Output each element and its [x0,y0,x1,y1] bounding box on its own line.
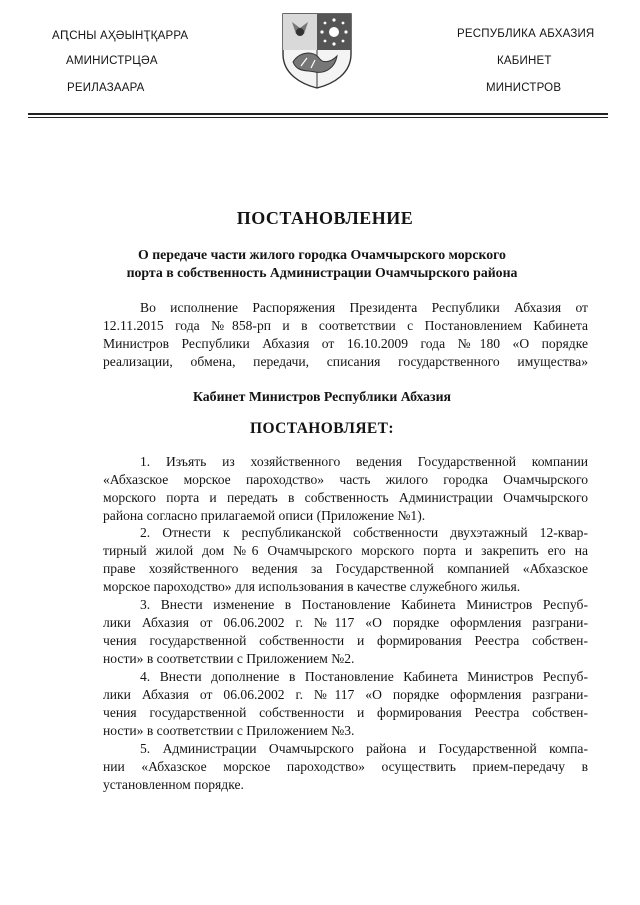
resolves-heading: ПОСТАНОВЛЯЕТ: [250,420,394,437]
document-type-title: ПОСТАНОВЛЕНИЕ [236,208,414,228]
item-line: ности» в соответствии с Приложением №2. [103,650,355,666]
resolution-item-5 [103,740,588,794]
coat-of-arms-emblem [279,10,355,90]
preamble-line: Министров Республики Абхазия от 16.10.2009 года №180 «О порядке [103,335,588,351]
preamble-line: реализации, обмена, передачи, списания государственного имущества» [103,353,588,369]
resolution-item-3 [103,596,588,668]
item-line: 1. Изъять из хозяйственного ведения Государственной компании [140,454,588,469]
item-line: «Абхазское морское пароходство» часть жилого городка Очамчырского [103,471,588,487]
header-right-line-2: КАБИНЕТ [497,55,552,67]
item-line: праве хозяйственного ведения за Государственной компанией «Абхазское [103,560,588,576]
item-line: лики Абхазия от 06.06.2002 г. №117 «О порядке оформления разграни- [103,686,588,702]
item-line: морского порта и передать в собственность Администрации Очамчырского [103,489,588,505]
resolution-item-1 [103,453,588,525]
issuing-authority: Кабинет Министров Республики Абхазия [192,389,452,404]
header-left-line-3: РЕИЛАЗААРА [67,82,145,94]
item-line: лики Абхазия от 06.06.2002 г. №117 «О порядке оформления разграни- [103,614,588,630]
resolution-item-4 [103,668,588,740]
item-line: морское пароходство» для использования в качестве служебного жилья. [103,578,521,594]
document-subject [0,246,640,282]
item-line: района согласно прилагаемой описи (Приложение №1). [103,507,426,523]
header-left-line-2: АМИНИСТРЦӘА [66,55,158,67]
item-line: ности» в соответствии с Приложением №3. [103,722,355,738]
item-line: 4. Внести дополнение в Постановление Кабинета Министров Респуб- [140,669,588,684]
item-line: тирный жилой дом №6 Очамчырского морского порта и закрепить его на [103,542,588,558]
resolution-item-2 [103,524,588,596]
item-line: 2. Отнести к республиканской собственности двухэтажный 12-квар- [140,525,588,540]
item-line: 5. Администрации Очамчырского района и Государственной компа- [140,741,588,756]
item-line: установленном порядке. [103,776,244,792]
header-rule-top [28,113,608,115]
preamble-line: Во исполнение Распоряжения Президента Республики Абхазия от [140,300,588,315]
header-right-line-1: РЕСПУБЛИКА АБХАЗИЯ [457,28,595,40]
subject-line: порта в собственность Администрации Очамчырского района [126,265,518,280]
item-line: нии «Абхазское морское пароходство» осуществить прием-передачу в [103,758,588,774]
subject-line: О передаче части жилого городка Очамчырского морского [138,247,506,262]
item-line: чения государственной собственности и формирования Реестра собствен- [103,704,588,720]
item-line: 3. Внести изменение в Постановление Кабинета Министров Респуб- [140,597,588,612]
preamble-line: 12.11.2015 года №858-рп и в соответствии с Постановлением Кабинета [103,317,588,333]
preamble-paragraph [103,299,588,371]
header-rule-bottom [28,117,608,118]
header-right-line-3: МИНИСТРОВ [486,82,562,94]
header-left-line-1: АԤСНЫ АҲӘЫНҬҚАРРА [52,30,189,42]
item-line: чения государственной собственности и формирования Реестра собствен- [103,632,588,648]
